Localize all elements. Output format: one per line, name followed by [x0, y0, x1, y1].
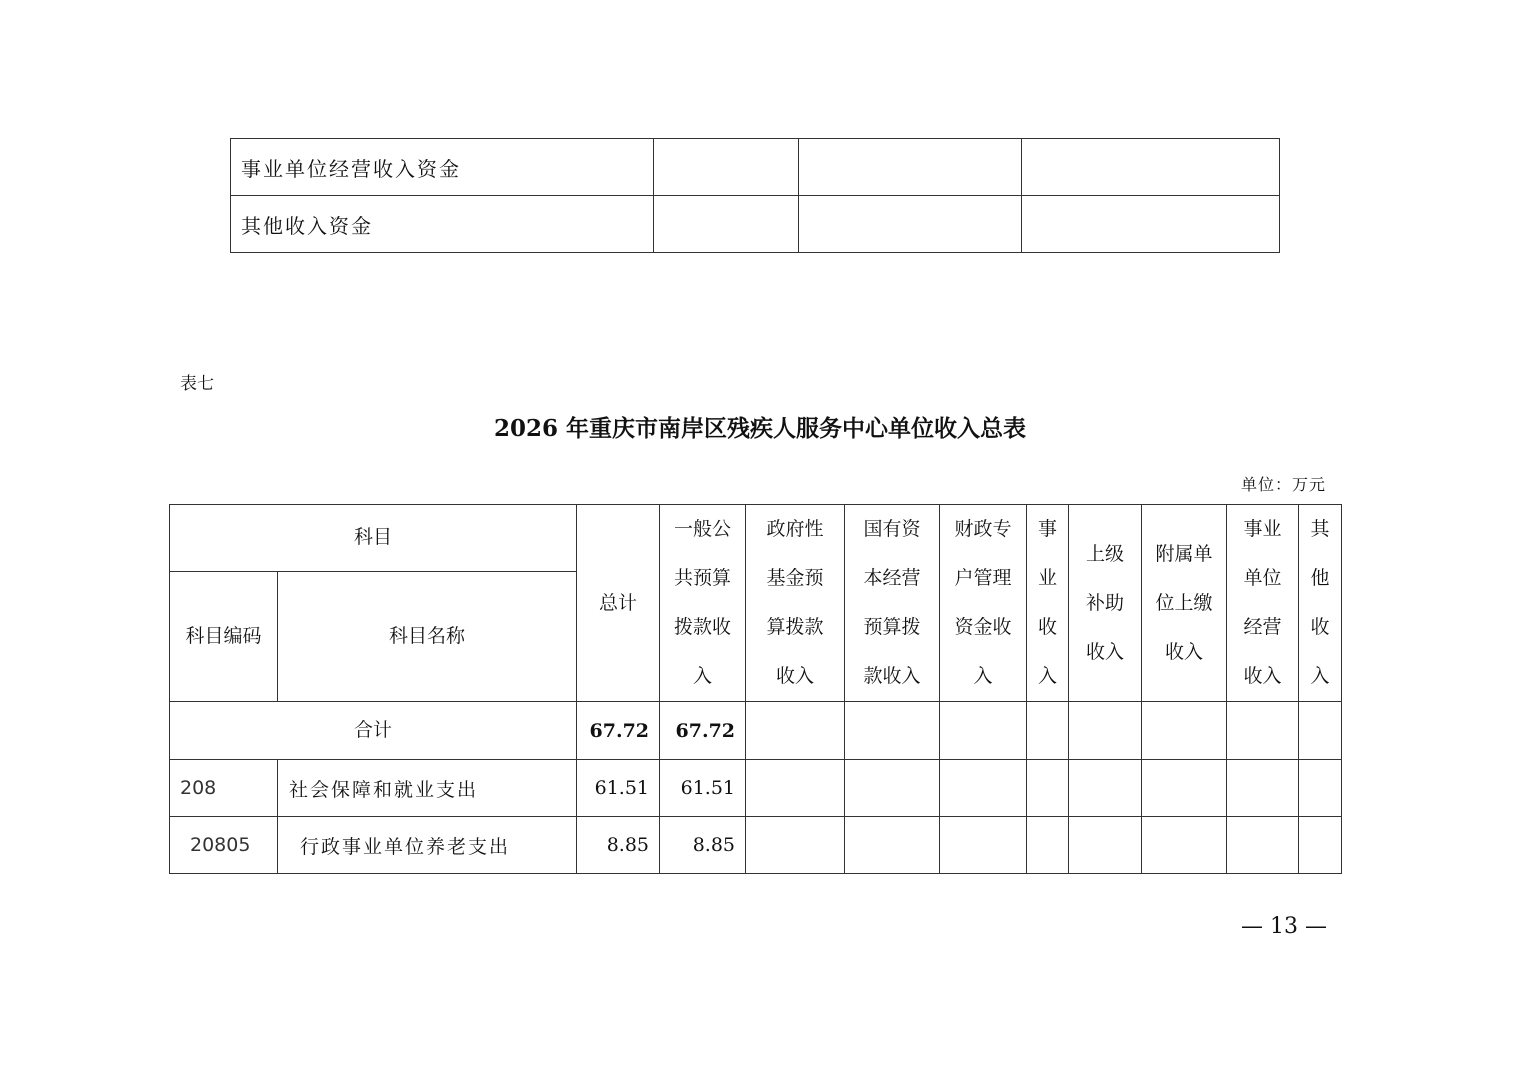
table-row	[231, 139, 1280, 196]
table-cell	[1227, 817, 1299, 874]
header-general-budget: 一般公 共预算 拨款收 入	[660, 505, 746, 702]
table-cell	[1142, 817, 1227, 874]
header-total: 总计	[577, 505, 660, 702]
table-cell	[1069, 702, 1142, 760]
table-cell	[940, 817, 1027, 874]
page-number: — 13 —	[1241, 914, 1327, 939]
table-cell	[1299, 760, 1342, 817]
header-other-income: 其 他 收 入	[1299, 505, 1342, 702]
table-cell	[1069, 817, 1142, 874]
table-cell	[940, 702, 1027, 760]
subject-name: 社会保障和就业支出	[278, 760, 577, 817]
table-cell	[653, 139, 799, 196]
total-label: 合计	[170, 702, 577, 760]
row-total: 61.51	[577, 760, 660, 817]
header-affiliated-unit: 附属单 位上缴 收入	[1142, 505, 1227, 702]
table-cell	[845, 817, 940, 874]
table-cell	[799, 196, 1022, 253]
header-subject-code: 科目编码	[170, 571, 278, 701]
table-cell	[1022, 139, 1280, 196]
row-total: 8.85	[577, 817, 660, 874]
total-row	[170, 702, 1342, 760]
total-general-budget: 67.72	[660, 702, 746, 760]
table-row	[170, 760, 1342, 817]
table-cell	[845, 760, 940, 817]
header-state-capital: 国有资 本经营 预算拨 款收入	[845, 505, 940, 702]
continued-table	[230, 138, 1280, 253]
page-title: 2026 年重庆市南岸区残疾人服务中心单位收入总表	[493, 415, 1027, 442]
header-operating-income: 事业 单位 经营 收入	[1227, 505, 1299, 702]
header-row	[170, 505, 1342, 572]
row-general-budget: 8.85	[660, 817, 746, 874]
header-subject-name: 科目名称	[278, 571, 577, 701]
header-business-income: 事 业 收 入	[1027, 505, 1069, 702]
table-cell	[1027, 702, 1069, 760]
table-cell	[1227, 760, 1299, 817]
subject-code: 208	[170, 760, 278, 817]
table-cell	[940, 760, 1027, 817]
row-label: 其他收入资金	[231, 196, 654, 253]
table-cell	[1299, 702, 1342, 760]
table-cell	[845, 702, 940, 760]
income-summary-table	[169, 504, 1342, 874]
table-cell	[1142, 702, 1227, 760]
header-government-fund: 政府性 基金预 算拨款 收入	[746, 505, 845, 702]
table-cell	[1299, 817, 1342, 874]
subject-code: 20805	[170, 817, 278, 874]
row-general-budget: 61.51	[660, 760, 746, 817]
table-number-label: 表七	[180, 374, 214, 394]
table-cell	[1027, 760, 1069, 817]
header-special-account: 财政专 户管理 资金收 入	[940, 505, 1027, 702]
table-cell	[1022, 196, 1280, 253]
table-cell	[746, 760, 845, 817]
table-cell	[1027, 817, 1069, 874]
header-subject: 科目	[170, 505, 577, 572]
row-label: 事业单位经营收入资金	[231, 139, 654, 196]
table-cell	[746, 817, 845, 874]
header-superior-subsidy: 上级 补助 收入	[1069, 505, 1142, 702]
table-cell	[1227, 702, 1299, 760]
table-row	[231, 196, 1280, 253]
total-value: 67.72	[577, 702, 660, 760]
table-cell	[1069, 760, 1142, 817]
table-cell	[799, 139, 1022, 196]
table-cell	[653, 196, 799, 253]
subject-name: 行政事业单位养老支出	[278, 817, 577, 874]
table-row	[170, 817, 1342, 874]
table-cell	[746, 702, 845, 760]
unit-label: 单位：万元	[1241, 475, 1327, 494]
table-cell	[1142, 760, 1227, 817]
